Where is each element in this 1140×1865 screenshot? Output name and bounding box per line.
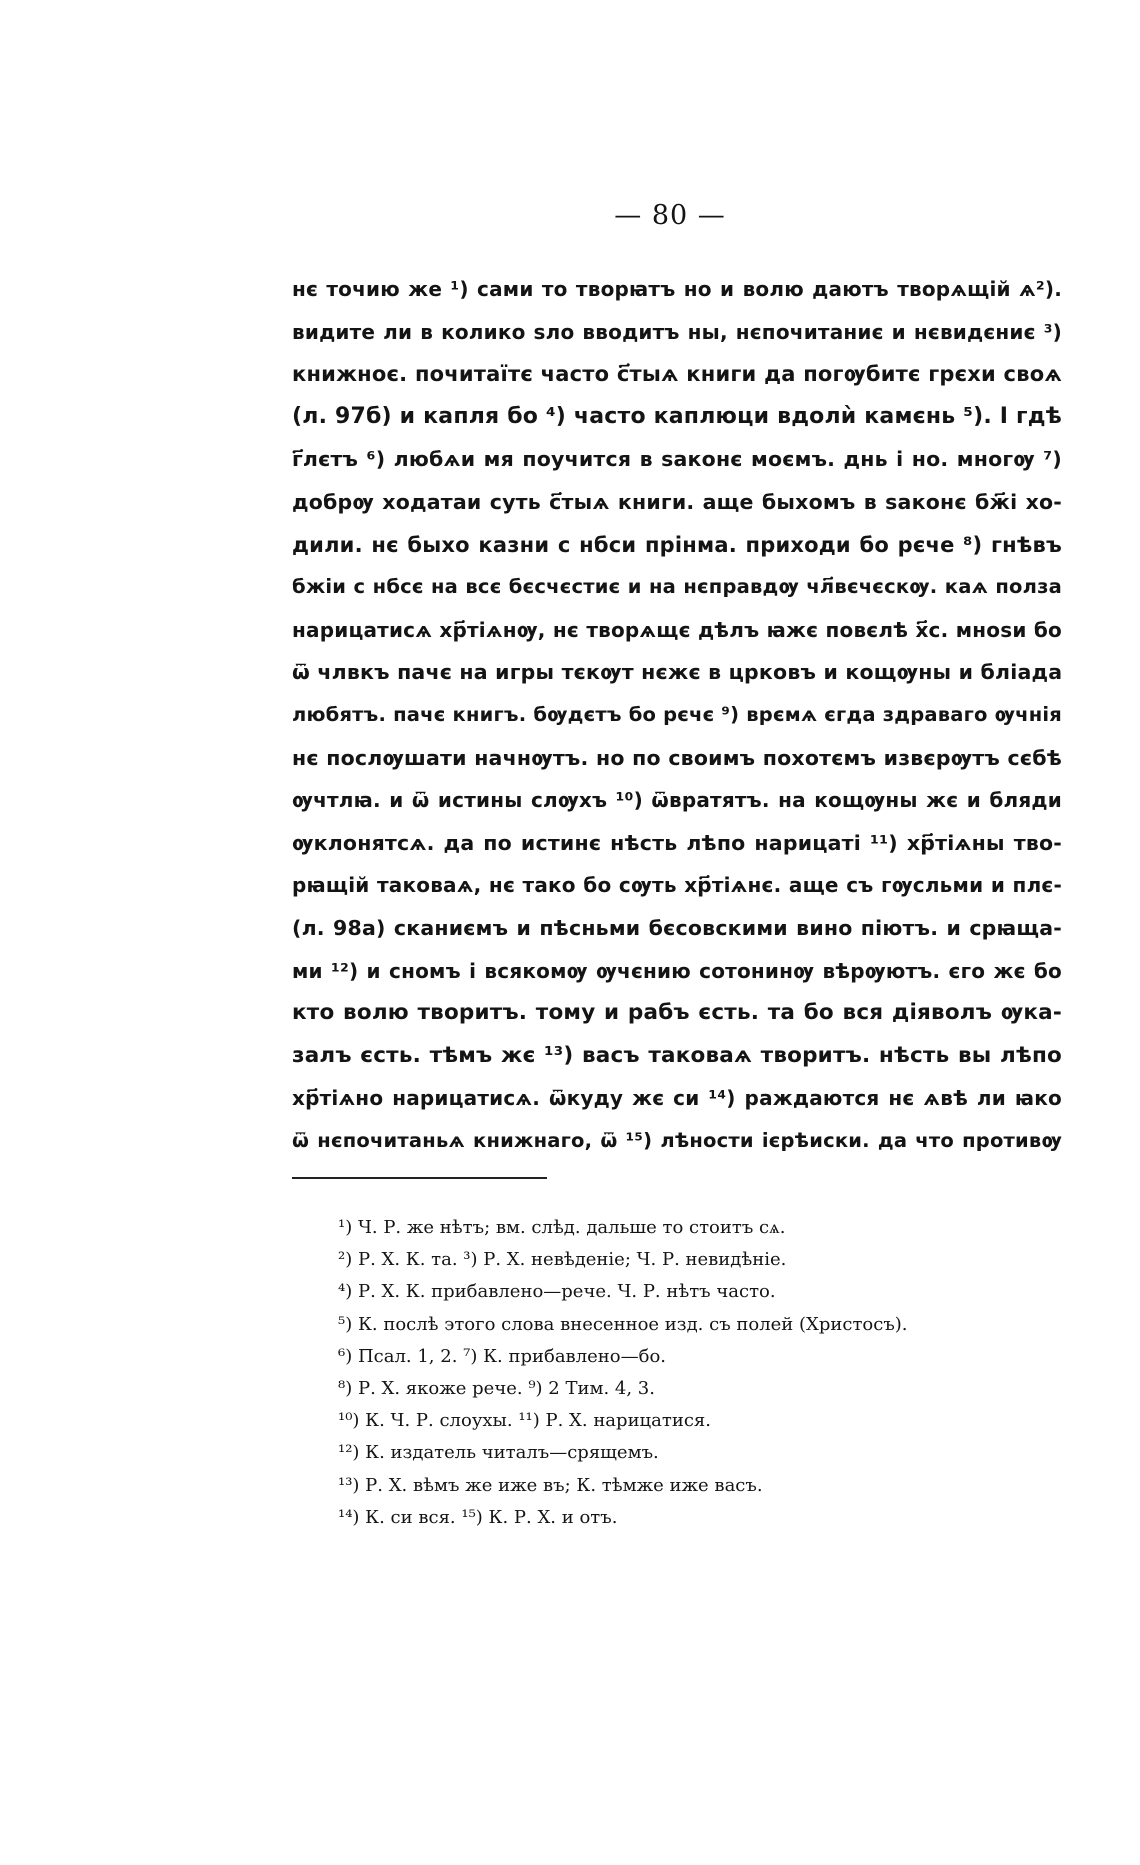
- footnote: ¹³) Р. Х. вѣмъ же иже въ; К. тѣмже иже васъ.: [338, 1474, 763, 1496]
- text-line: хр҃тіѧно нарицатисѧ. ѿкуду жє си ¹⁴) раждаются нє ѧвѣ ли ꙗко: [292, 1086, 1062, 1111]
- page-number: — 80 —: [614, 200, 726, 231]
- text-line: кто волю творитъ. тому и рабъ єсть. та бо вся діяволъ ѹка-: [292, 1000, 1062, 1026]
- text-line: добрѹ ходатаи суть с҃тыѧ книги. аще быхомъ в ѕаконє бж҃і хо-: [292, 489, 1062, 514]
- footnote: ⁵) К. послѣ этого слова внесенное изд. съ полей (Христосъ).: [338, 1313, 908, 1335]
- footnote: ¹²) К. издатель читалъ—срящемъ.: [338, 1442, 659, 1464]
- text-line: видите ли в колико ѕло вводитъ ны, нєпочитаниє и нєвидєниє ³): [292, 319, 1062, 344]
- footnote-divider: [292, 1177, 547, 1179]
- text-line: г҃лєтъ ⁶) любѧи мя поучится в ѕаконє моємъ. днь і но. многѹ ⁷): [292, 447, 1062, 472]
- footnote: ¹⁰) К. Ч. Р. слоухы. ¹¹) Р. Х. нарицатися.: [338, 1410, 711, 1432]
- text-line: (л. 98а) сканиємъ и пѣсньми бєсовскими вино піютъ. и срꙗща-: [292, 915, 1062, 940]
- text-line: любятъ. пачє книгъ. бѹдєтъ бо рєчє ⁹) врємѧ єгда здраваго ѹчнія: [292, 702, 1062, 726]
- text-line: (л. 97б) и капля бо ⁴) часто каплюци вдолѝ камєнь ⁵). І гдѣ: [292, 403, 1063, 429]
- footnote: ⁴) Р. Х. К. прибавлено—рече. Ч. Р. нѣтъ часто.: [338, 1281, 776, 1303]
- text-line: рꙗщій таковаѧ, нє тако бо сѹть хр҃тіѧнє. аще съ гѹсльми и плє-: [292, 873, 1062, 898]
- footnote: ⁶) Псал. 1, 2. ⁷) К. прибавлено—бо.: [338, 1345, 667, 1367]
- text-line: книжноє. почитаїтє часто с҃тыѧ книги да погѹбитє грєхи своѧ: [292, 362, 1062, 387]
- text-line: ѿ нєпочитаньѧ книжнаго, ѿ ¹⁵) лѣности ієрѣиски. да что противѹ: [292, 1128, 1062, 1152]
- main-text: [292, 268, 1062, 1162]
- footnote: ¹⁴) К. си вся. ¹⁵) К. Р. Х. и отъ.: [338, 1506, 618, 1528]
- text-line: ѿ члвкъ пачє на игры тєкѹт нєжє в црковъ и кощѹны и бліада: [292, 660, 1063, 685]
- text-line: бжіи с нбсє на всє бєсчєстиє и на нєправдѹ чл҃вєчєскѹ. каѧ полза: [292, 575, 1062, 599]
- footnotes: [338, 1212, 1058, 1534]
- text-line: нє послѹшати начнѹтъ. но по своимъ похотємъ извєрѹтъ сєбѣ: [292, 745, 1062, 770]
- text-line: ми ¹²) и сномъ і всякомѹ ѹчєнию сотонинѹ вѣрѹютъ. єго жє бо: [292, 958, 1062, 983]
- text-line: ѹчтлꙗ. и ѿ истины слѹхъ ¹⁰) ѿвратятъ. на кощѹны жє и бляди: [292, 788, 1062, 813]
- text-line: ѹклонятсѧ. да по истинє нѣсть лѣпо нарицаті ¹¹) хр҃тіѧны тво-: [292, 830, 1062, 855]
- footnote: ²) Р. Х. К. та. ³) Р. Х. невѣденіе; Ч. Р. невидѣніе.: [338, 1249, 787, 1271]
- text-line: нє точию же ¹) сами то творꙗтъ но и волю даютъ творѧщій ѧ²).: [292, 277, 1062, 301]
- footnote: ⁸) Р. Х. якоже рече. ⁹) 2 Тим. 4, 3.: [338, 1377, 655, 1399]
- text-line: дили. нє быхо казни с нбси прінма. приходи бо рєче ⁸) гнѣвъ: [292, 532, 1062, 557]
- text-line: нарицатисѧ хр҃тіѧнѹ, нє творѧщє дѣлъ ꙗжє повєлѣ х҃с. мноѕи бо: [292, 617, 1062, 642]
- footnote: ¹) Ч. Р. же нѣтъ; вм. слѣд. дальше то стоитъ сѧ.: [338, 1217, 786, 1238]
- text-line: залъ єсть. тѣмъ жє ¹³) васъ таковаѧ творитъ. нѣсть вы лѣпо: [292, 1042, 1062, 1068]
